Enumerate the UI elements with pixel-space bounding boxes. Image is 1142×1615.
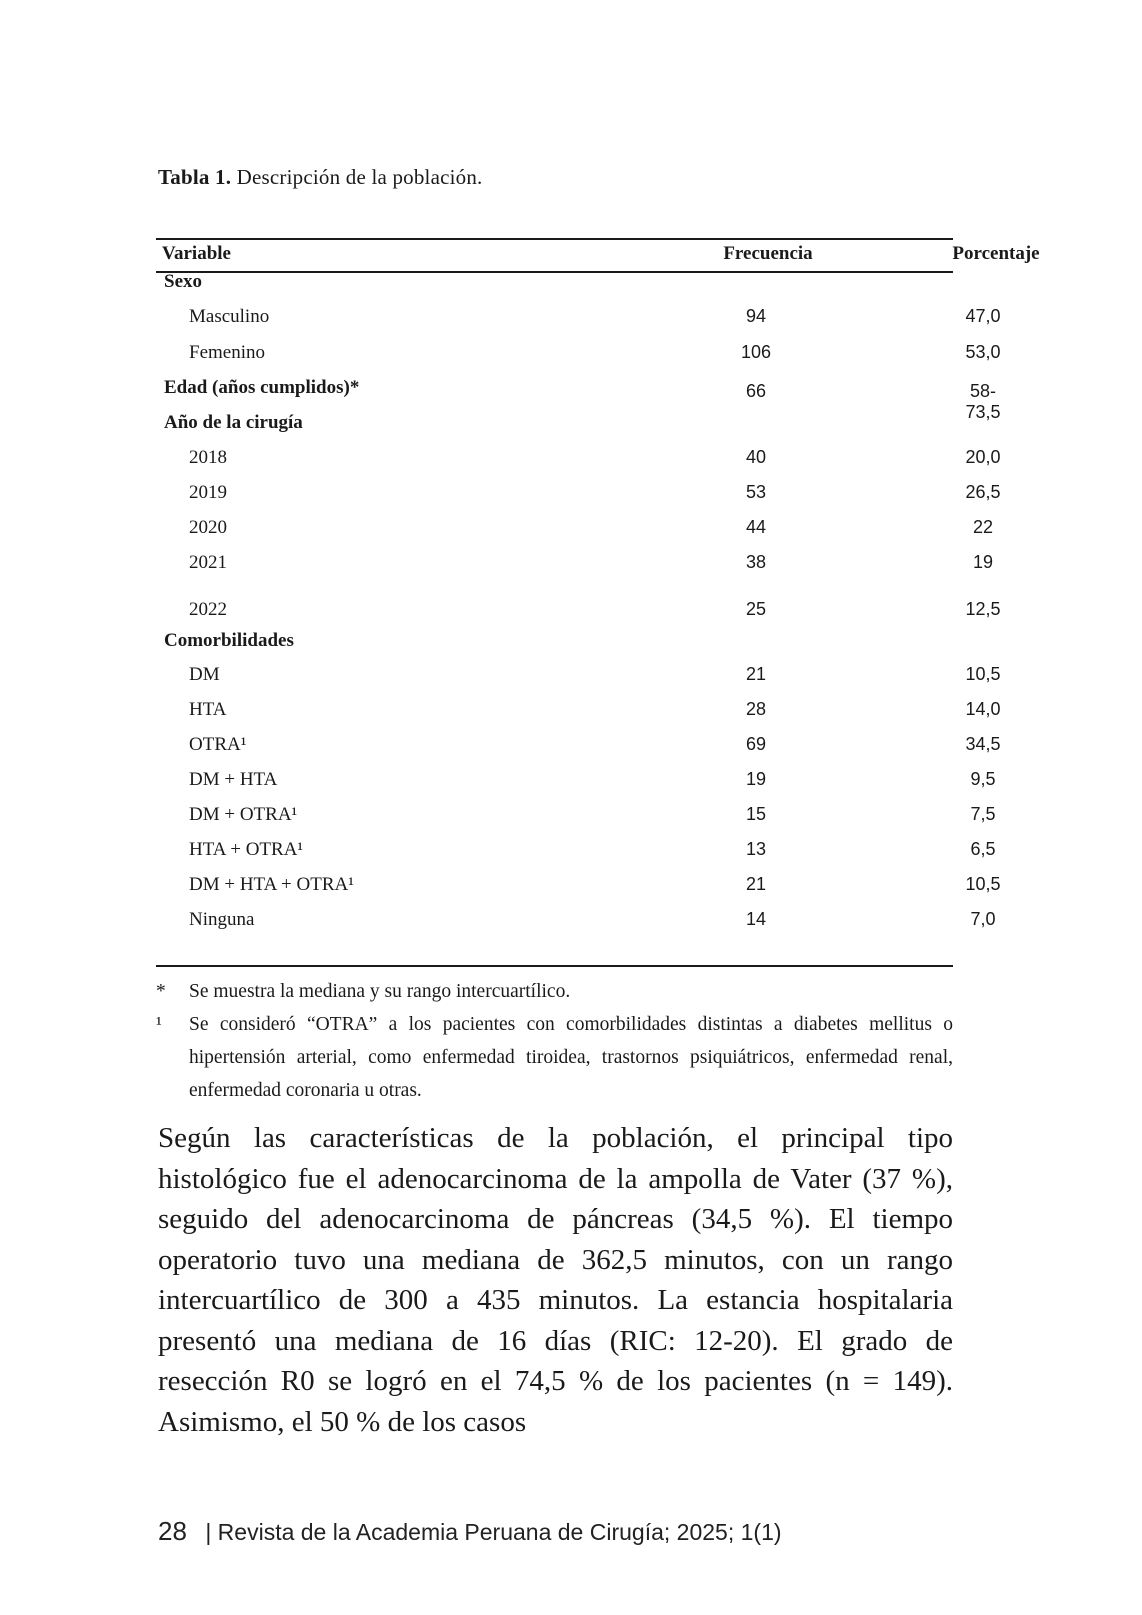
row-label: DM — [189, 664, 220, 685]
row-group-label: Año de la cirugía — [164, 412, 303, 433]
table-caption-text: Descripción de la población. — [236, 165, 483, 189]
cell-porcentaje: 7,0 — [970, 909, 996, 929]
header-variable: Variable — [162, 243, 231, 264]
cell-porcentaje: 19 — [972, 552, 994, 572]
cell-porcentaje: 34,5 — [965, 734, 1001, 754]
cell-porcentaje: 47,0 — [965, 306, 1001, 326]
row-label: HTA + OTRA¹ — [189, 839, 304, 860]
cell-porcentaje: 20,0 — [965, 447, 1001, 467]
cell-porcentaje: 6,5 — [970, 839, 996, 859]
row-label: DM + HTA + OTRA¹ — [189, 874, 354, 895]
row-group-label: Comorbilidades — [164, 630, 294, 651]
row-label: Femenino — [189, 342, 265, 363]
row-label: DM + OTRA¹ — [189, 804, 298, 825]
cell-porcentaje: 58-73,5 — [965, 381, 1001, 422]
row-label: 2021 — [189, 552, 227, 573]
table-caption-label: Tabla 1. — [158, 165, 232, 189]
cell-frecuencia: 15 — [745, 804, 767, 824]
row-label: Masculino — [189, 306, 270, 327]
cell-porcentaje: 26,5 — [965, 482, 1001, 502]
journal-citation: | Revista de la Academia Peruana de Cirugía; 2025; 1(1) — [205, 1519, 782, 1545]
table-footnotes — [156, 975, 953, 1107]
footnote-marker: ¹ — [156, 1014, 162, 1035]
row-label: HTA — [189, 699, 227, 720]
header-frecuencia: Frecuencia — [723, 243, 813, 264]
cell-porcentaje: 9,5 — [970, 769, 996, 789]
footnote — [156, 1008, 953, 1107]
cell-frecuencia: 44 — [745, 517, 767, 537]
cell-frecuencia: 94 — [745, 306, 767, 326]
cell-frecuencia: 69 — [745, 734, 767, 754]
cell-porcentaje: 10,5 — [965, 664, 1001, 684]
cell-frecuencia: 40 — [745, 447, 767, 467]
row-label: 2018 — [189, 447, 227, 468]
footnote-text: Se consideró “OTRA” a los pacientes con comorbilidades distintas a diabetes mellitus o hipertensión arterial, como enfermedad tiroidea, trastornos psiquiátricos, enfermedad renal, enfermedad coronaria u otras. — [189, 1014, 953, 1101]
page-footer — [158, 1516, 782, 1547]
cell-frecuencia: 28 — [745, 699, 767, 719]
header-porcentaje: Porcentaje — [952, 243, 1040, 264]
table-body — [156, 271, 1001, 965]
footnote — [156, 975, 953, 1008]
table-header-row — [156, 240, 1040, 273]
footnote-marker: * — [156, 981, 166, 1002]
table-caption — [158, 165, 483, 190]
cell-porcentaje: 14,0 — [965, 699, 1001, 719]
page-number: 28 — [158, 1516, 187, 1546]
body-paragraph: Según las características de la población, el principal tipo histológico fue el adenocarcinoma de la ampolla de Vater (37 %), seguido del adenocarcinoma de páncreas (34,5 %). El tiempo operatorio tuvo una mediana de 362,5 minutos, con un rango intercuartílico de 300 a 435 minutos. La estancia hospitalaria presentó una mediana de 16 días (RIC: 12-20). El grado de resección R0 se logró en el 74,5 % de los pacientes (n = 149). Asimismo, el 50 % de los casos — [158, 1122, 953, 1438]
cell-porcentaje: 22 — [972, 517, 994, 537]
row-label: DM + HTA — [189, 769, 278, 790]
cell-porcentaje: 7,5 — [970, 804, 996, 824]
row-group-label: Sexo — [164, 271, 202, 292]
row-label: 2020 — [189, 517, 227, 538]
row-label: OTRA¹ — [189, 734, 247, 755]
cell-frecuencia: 13 — [745, 839, 767, 859]
cell-frecuencia: 106 — [740, 342, 772, 362]
footnote-text: Se muestra la mediana y su rango intercuartílico. — [189, 981, 571, 1002]
row-label: 2019 — [189, 482, 227, 503]
cell-frecuencia: 19 — [745, 769, 767, 789]
cell-frecuencia: 53 — [745, 482, 767, 502]
cell-porcentaje: 10,5 — [965, 874, 1001, 894]
cell-frecuencia: 21 — [745, 664, 767, 684]
row-group-label: Edad (años cumplidos)* — [164, 377, 360, 398]
row-label: 2022 — [189, 599, 227, 620]
cell-frecuencia: 66 — [745, 381, 767, 401]
row-label: Ninguna — [189, 909, 255, 930]
cell-frecuencia: 25 — [745, 599, 767, 619]
cell-porcentaje: 53,0 — [965, 342, 1001, 362]
cell-frecuencia: 21 — [745, 874, 767, 894]
cell-frecuencia: 38 — [745, 552, 767, 572]
cell-porcentaje: 12,5 — [965, 599, 1001, 619]
cell-frecuencia: 14 — [745, 909, 767, 929]
population-table — [156, 238, 1040, 967]
